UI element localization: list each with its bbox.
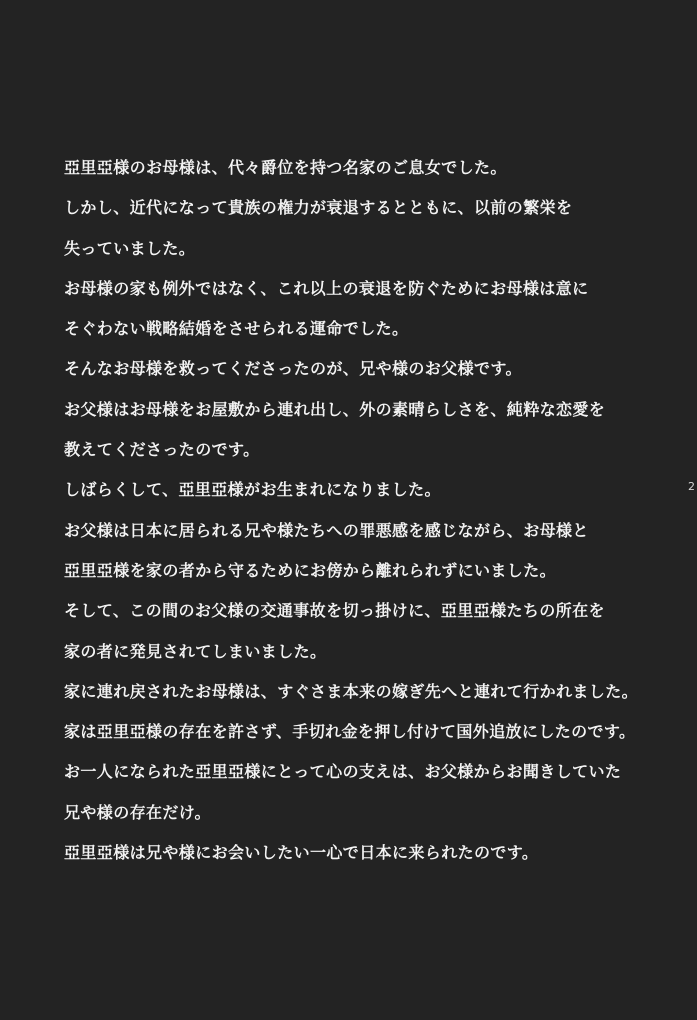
text-line: 亞里亞様のお母様は、代々爵位を持つ名家のご息女でした。 (64, 158, 507, 177)
text-line: 家は亞里亞様の存在を許さず、手切れ金を押し付けて国外追放にしたのです。 (64, 722, 636, 742)
text-line: 家の者に発見されてしまいました。 (64, 641, 327, 661)
text-line: 家に連れ戻されたお母様は、すぐさま本来の嫁ぎ先へと連れて行かれました。 (64, 681, 639, 701)
text-line: 失っていました。 (64, 238, 196, 258)
body-text (64, 160, 664, 885)
text-line: そぐわない戦略結婚をさせられる運命でした。 (64, 319, 409, 339)
text-line: 亞里亞様は兄や様にお会いしたい一心で日本に来られたのです。 (64, 843, 539, 863)
text-line: お一人になられた亞里亞様にとって心の支えは、お父様からお聞きしていた (64, 762, 622, 782)
page-number: 2 (688, 480, 695, 493)
text-line: そんなお母様を救ってくださったのが、兄や様のお父様です。 (64, 359, 522, 379)
text-line: 兄や様の存在だけ。 (64, 802, 211, 822)
text-line: 教えてくださったのです。 (64, 440, 260, 460)
text-line: お母様の家も例外ではなく、これ以上の衰退を防ぐためにお母様は意に (64, 278, 589, 298)
text-line: 亞里亞様を家の者から守るためにお傍から離れられずにいました。 (64, 560, 557, 580)
text-line: お父様はお母様をお屋敷から連れ出し、外の素晴らしさを、純粋な恋愛を (64, 399, 606, 419)
text-line: しばらくして、亞里亞様がお生まれになりました。 (64, 480, 441, 500)
text-line: しかし、近代になって貴族の権力が衰退するとともに、以前の繁栄を (64, 198, 573, 218)
text-line: そして、この間のお父様の交通事故を切っ掛けに、亞里亞様たちの所在を (64, 601, 605, 621)
text-line: お父様は日本に居られる兄や様たちへの罪悪感を感じながら、お母様と (64, 520, 589, 540)
